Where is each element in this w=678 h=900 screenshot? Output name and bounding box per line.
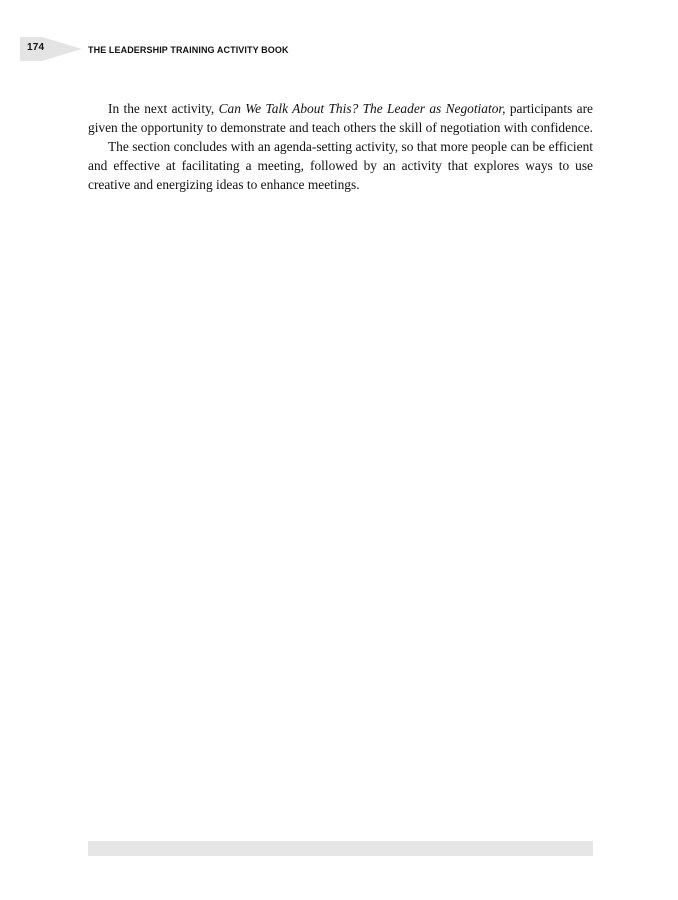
body-text [88, 99, 593, 194]
paragraph-1-intro: In the next activity, [108, 101, 219, 116]
paragraph-1-rest: participants are given the opportunity to demonstrate and teach others the skill of negotiation with confidence. [88, 101, 593, 135]
paragraph-1 [88, 99, 593, 137]
activity-title: Can We Talk About This? The Leader as Negotiator, [218, 101, 506, 116]
footer-bar [88, 841, 593, 856]
running-header: THE LEADERSHIP TRAINING ACTIVITY BOOK [88, 45, 289, 55]
page-number-tab [20, 37, 82, 61]
page-number: 174 [27, 42, 45, 53]
paragraph-2: The section concludes with an agenda-setting activity, so that more people can be efficient and effective at facilitating a meeting, followed by an activity that explores ways to use creative and energizing ideas to enhance meetings. [88, 139, 593, 192]
